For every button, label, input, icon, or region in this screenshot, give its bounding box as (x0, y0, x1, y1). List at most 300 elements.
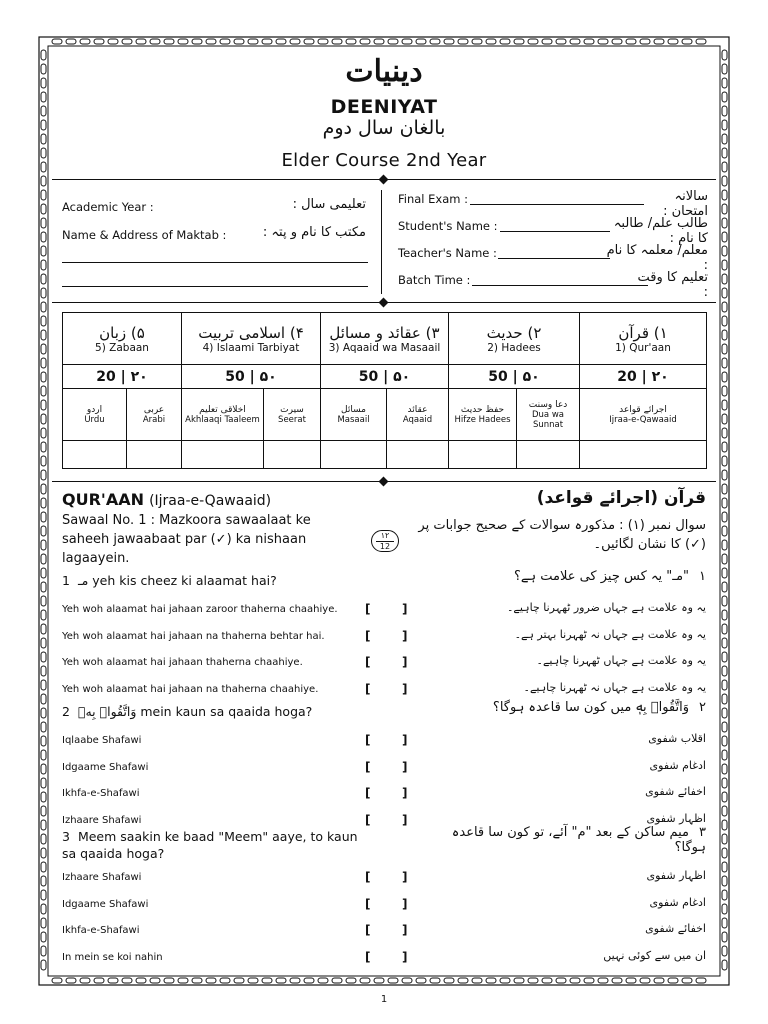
question-label-ur: میم ساکن کے بعد "م" آئے، تو کون سا قاعدہ ہوگا؟ (451, 825, 706, 855)
border-chain-link (598, 39, 608, 44)
border-chain-link (41, 78, 46, 88)
border-chain-link (41, 750, 46, 760)
border-chain-link (41, 106, 46, 116)
option-text-ur: ادغام شفوی (649, 758, 706, 772)
border-chain-link (41, 890, 46, 900)
teacher-name-label: Teacher's Name : (398, 246, 497, 260)
option-text: In mein se koi nahin (62, 951, 163, 963)
border-chain-link (722, 750, 727, 760)
border-chain-link (722, 50, 727, 60)
border-chain-link (722, 176, 727, 186)
border-chain-link (722, 330, 727, 340)
border-chain-link (722, 106, 727, 116)
border-chain-link (556, 978, 566, 983)
border-chain-link (722, 246, 727, 256)
border-chain-link (598, 978, 608, 983)
border-chain-link (41, 260, 46, 270)
max-marks: 50 | ۵۰ (182, 365, 321, 389)
border-chain-link (374, 39, 384, 44)
subject-header: ۲) حدیث 2) Hadees (449, 313, 580, 365)
answer-bracket-open[interactable]: [ (365, 628, 371, 643)
border-chain-link (722, 232, 727, 242)
border-chain-link (654, 39, 664, 44)
border-chain-link (722, 302, 727, 312)
border-chain-link (234, 978, 244, 983)
border-chain-link (41, 50, 46, 60)
border-chain-link (41, 666, 46, 676)
final-exam-field[interactable] (470, 204, 644, 205)
question-number: 3 (62, 829, 70, 844)
border-chain-link (41, 610, 46, 620)
marks-badge: ۱۲ 12 (371, 530, 399, 552)
option-text-ur: یہ وہ علامت ہے جہاں ٹھہرنا چاہیے۔ (536, 654, 706, 667)
border-chain-link (41, 92, 46, 102)
answer-bracket-close[interactable]: ] (402, 870, 408, 884)
border-chain-link (584, 39, 594, 44)
border-chain-link (722, 456, 727, 466)
border-chain-link (722, 624, 727, 634)
option-text-ur: اظہار شفوی (646, 811, 706, 825)
border-chain-link (722, 498, 727, 508)
border-chain-link (276, 39, 286, 44)
border-chain-link (402, 39, 412, 44)
border-chain-link (290, 39, 300, 44)
answer-bracket-close[interactable]: ] (402, 812, 408, 827)
border-chain-link (640, 39, 650, 44)
teacher-name-field[interactable] (498, 258, 610, 259)
border-chain-link (500, 39, 510, 44)
border-chain-link (346, 978, 356, 983)
border-chain-link (722, 372, 727, 382)
border-chain-link (722, 316, 727, 326)
border-chain-link (722, 92, 727, 102)
border-chain-link (696, 978, 706, 983)
score-cell[interactable] (580, 441, 707, 469)
batch-time-label: Batch Time : (398, 273, 471, 287)
border-chain-link (570, 39, 580, 44)
border-chain-link (41, 372, 46, 382)
border-chain-link (696, 39, 706, 44)
border-chain-link (41, 190, 46, 200)
border-chain-link (41, 288, 46, 298)
border-chain-link (528, 978, 538, 983)
score-cell[interactable] (387, 441, 449, 469)
border-chain-link (722, 876, 727, 886)
border-chain-link (136, 39, 146, 44)
option-text: Yeh woh alaamat hai jahaan thaherna chaahiye. (62, 657, 303, 668)
score-cell[interactable] (321, 441, 387, 469)
border-chain-link (220, 39, 230, 44)
border-chain-link (41, 470, 46, 480)
border-chain-link (722, 414, 727, 424)
sub-part: دعا وسنت Dua wa Sunnat (517, 389, 580, 441)
border-chain-link (416, 978, 426, 983)
subject-header: ۵) زبان 5) Zabaan (63, 313, 182, 365)
border-chain-link (722, 554, 727, 564)
sub-part: اجرائے قواعد Ijraa-e-Qawaaid (580, 389, 707, 441)
border-chain-link (66, 978, 76, 983)
border-chain-link (722, 274, 727, 284)
border-chain-link (150, 39, 160, 44)
option-text-ur: اخفائے شفوی (645, 785, 706, 798)
border-chain-link (164, 39, 174, 44)
border-chain-link (612, 39, 622, 44)
border-chain-link (318, 978, 328, 983)
student-name-field[interactable] (500, 231, 610, 232)
border-chain-link (722, 652, 727, 662)
sub-part: عقائد Aqaaid (387, 389, 449, 441)
border-chain-link (41, 596, 46, 606)
answer-bracket-open[interactable]: [ (365, 733, 371, 747)
border-chain-link (41, 946, 46, 956)
border-chain-link (41, 792, 46, 802)
answer-bracket-close[interactable]: ] (402, 733, 408, 747)
border-chain-link (41, 498, 46, 508)
border-chain-link (41, 386, 46, 396)
border-chain-link (722, 582, 727, 592)
course-urdu: بالغان سال دوم (322, 117, 446, 139)
answer-bracket-open[interactable]: [ (365, 759, 371, 774)
border-chain-link (52, 39, 62, 44)
border-chain-link (136, 978, 146, 983)
border-chain-link (41, 904, 46, 914)
border-chain-link (722, 218, 727, 228)
border-chain-link (500, 978, 510, 983)
border-chain-link (722, 120, 727, 130)
border-chain-link (332, 39, 342, 44)
border-chain-link (486, 39, 496, 44)
answer-bracket-close[interactable]: ] (402, 628, 408, 643)
option-text: Yeh woh alaamat hai jahaan na thaherna behtar hai. (62, 630, 325, 642)
border-chain-link (612, 978, 622, 983)
border-chain-link (248, 978, 258, 983)
border-chain-link (722, 918, 727, 928)
border-chain-link (722, 260, 727, 270)
option-text: Izhaare Shafawi (62, 872, 142, 883)
border-chain-link (41, 428, 46, 438)
option-text-ur: یہ وہ علامت ہے جہاں نہ ٹھہرنا چاہیے۔ (523, 680, 706, 694)
border-chain-link (722, 148, 727, 158)
answer-bracket-close[interactable]: ] (402, 681, 408, 696)
border-chain-link (626, 39, 636, 44)
border-chain-link (41, 358, 46, 368)
border-chain-link (722, 344, 727, 354)
border-chain-link (542, 39, 552, 44)
border-chain-link (682, 39, 692, 44)
option-text-ur: ادغام شفوی (649, 895, 706, 909)
border-chain-link (52, 978, 62, 983)
sub-part: مسائل Masaail (321, 389, 387, 441)
answer-bracket-open[interactable]: [ (365, 870, 371, 884)
answer-bracket-open[interactable]: [ (365, 896, 371, 911)
sub-part: حفظ حدیث Hifze Hadees (449, 389, 517, 441)
border-chain-link (668, 978, 678, 983)
border-chain-link (41, 722, 46, 732)
option-text: Iqlaabe Shafawi (62, 735, 142, 746)
border-chain-link (430, 978, 440, 983)
border-chain-link (722, 736, 727, 746)
border-chain-link (388, 39, 398, 44)
maktab-field-line-2[interactable] (62, 286, 368, 287)
border-chain-link (346, 39, 356, 44)
batch-time-field[interactable] (472, 285, 648, 286)
question-text (62, 572, 362, 589)
border-chain-link (41, 134, 46, 144)
score-cell[interactable] (127, 441, 182, 469)
border-chain-link (722, 834, 727, 844)
border-chain-link (206, 39, 216, 44)
answer-bracket-open[interactable]: [ (365, 602, 371, 616)
answer-bracket-close[interactable]: ] (402, 602, 408, 616)
question-label-ur: "مـ" یہ کس چیز کی علامت ہے؟ (513, 569, 690, 584)
border-chain-link (94, 39, 104, 44)
border-chain-link (41, 960, 46, 970)
answer-bracket-close[interactable]: ] (402, 923, 408, 937)
maktab-label: Name & Address of Maktab : (62, 228, 227, 242)
brand-name: DEENIYAT (330, 96, 438, 118)
border-chain-link (41, 764, 46, 774)
answer-bracket-close[interactable]: ] (402, 786, 408, 800)
border-chain-link (41, 834, 46, 844)
border-chain-link (41, 554, 46, 564)
question-label: مـ yeh kis cheez ki alaamat hai? (77, 573, 277, 588)
border-chain-link (722, 862, 727, 872)
border-chain-link (41, 806, 46, 816)
border-chain-link (41, 246, 46, 256)
border-chain-link (722, 568, 727, 578)
marks-table (62, 312, 707, 469)
border-chain-link (41, 484, 46, 494)
border-chain-link (41, 442, 46, 452)
border-chain-link (654, 978, 664, 983)
sub-part: عربی Arabi (127, 389, 182, 441)
border-chain-link (668, 39, 678, 44)
option-text: Izhaare Shafawi (62, 814, 142, 826)
border-chain-link (626, 978, 636, 983)
score-cell[interactable] (63, 441, 127, 469)
border-chain-link (150, 978, 160, 983)
border-chain-link (722, 722, 727, 732)
border-chain-link (41, 820, 46, 830)
border-chain-link (722, 484, 727, 494)
sub-part: اخلاقی تعلیم Akhlaaqi Taaleem (182, 389, 264, 441)
border-chain-link (41, 64, 46, 74)
border-chain-link (722, 64, 727, 74)
border-chain-link (584, 978, 594, 983)
border-chain-link (41, 918, 46, 928)
border-chain-link (41, 344, 46, 354)
question-text (62, 828, 362, 862)
option-text-ur: یہ وہ علامت ہے جہاں نہ ٹھہرنا بہتر ہے۔ (514, 627, 706, 641)
border-chain-link (178, 39, 188, 44)
border-chain-link (41, 932, 46, 942)
question-label: Meem saakin ke baad "Meem" aaye, to kaun sa qaaida hoga? (62, 829, 358, 861)
answer-bracket-open[interactable]: [ (365, 923, 371, 937)
border-chain-link (722, 470, 727, 480)
border-chain-link (722, 708, 727, 718)
answer-bracket-open[interactable]: [ (365, 949, 371, 964)
border-chain-link (374, 978, 384, 983)
border-chain-link (722, 946, 727, 956)
answer-bracket-open[interactable]: [ (365, 812, 371, 827)
max-marks: 20 | ۲۰ (63, 365, 182, 389)
border-chain-link (80, 39, 90, 44)
border-chain-link (248, 39, 258, 44)
logo-urdu: دینیات (345, 54, 423, 89)
border-chain-link (556, 39, 566, 44)
border-chain-link (722, 190, 727, 200)
border-chain-link (41, 204, 46, 214)
answer-bracket-open[interactable]: [ (365, 655, 371, 669)
border-chain-link (722, 764, 727, 774)
border-chain-link (682, 978, 692, 983)
option-text: Idgaame Shafawi (62, 898, 149, 910)
option-text: Yeh woh alaamat hai jahaan na thaherna chaahiye. (62, 683, 319, 695)
border-chain-link (640, 978, 650, 983)
score-cell[interactable] (449, 441, 517, 469)
border-chain-link (41, 540, 46, 550)
student-name-label-ur: طالب علم/ طالبہ کا نام : (613, 216, 708, 246)
border-chain-link (41, 414, 46, 424)
answer-bracket-close[interactable]: ] (402, 949, 408, 964)
border-chain-link (41, 736, 46, 746)
border-chain-link (722, 890, 727, 900)
section-title: QUR'AAN (Ijraa-e-Qawaaid) (62, 490, 272, 509)
border-chain-link (722, 596, 727, 606)
border-chain-link (722, 820, 727, 830)
border-chain-link (41, 624, 46, 634)
border-chain-link (108, 978, 118, 983)
option-text-ur: یہ وہ علامت ہے جہاں ضرور ٹھہرنا چاہیے۔ (506, 601, 706, 614)
border-chain-link (41, 400, 46, 410)
border-chain-link (318, 39, 328, 44)
question-number-ur: ۲ (699, 700, 706, 715)
border-chain-link (402, 978, 412, 983)
border-chain-link (722, 778, 727, 788)
score-cell[interactable] (517, 441, 580, 469)
border-chain-link (220, 978, 230, 983)
border-chain-link (41, 694, 46, 704)
final-exam-label-ur: سالانہ امتحان : (663, 189, 708, 219)
border-chain-link (41, 582, 46, 592)
border-chain-link (722, 386, 727, 396)
border-chain-link (360, 39, 370, 44)
score-cell[interactable] (264, 441, 321, 469)
border-chain-link (722, 680, 727, 690)
border-chain-link (192, 978, 202, 983)
answer-bracket-close[interactable]: ] (402, 759, 408, 774)
border-chain-link (722, 638, 727, 648)
border-chain-link (514, 39, 524, 44)
question-number: 1 (62, 573, 70, 588)
border-chain-link (41, 218, 46, 228)
border-chain-link (41, 862, 46, 872)
border-chain-link (41, 512, 46, 522)
option-text: Idgaame Shafawi (62, 761, 149, 773)
border-chain-link (722, 932, 727, 942)
answer-bracket-close[interactable]: ] (402, 896, 408, 911)
max-marks: 50 | ۵۰ (449, 365, 580, 389)
border-chain-link (41, 778, 46, 788)
border-chain-link (722, 904, 727, 914)
border-chain-link (722, 134, 727, 144)
border-chain-link (472, 39, 482, 44)
sub-part: اردو Urdu (63, 389, 127, 441)
course-title: Elder Course 2nd Year (281, 150, 487, 171)
border-chain-link (722, 694, 727, 704)
border-chain-link (276, 978, 286, 983)
subject-header: ۴) اسلامی تربیت 4) Islaami Tarbiyat (182, 313, 321, 365)
option-text-ur: اقلاب شفوی (648, 732, 706, 745)
maktab-label-ur: مکتب کا نام و پتہ : (262, 225, 366, 240)
border-chain-link (206, 978, 216, 983)
batch-time-label-ur: تعلیم کا وقت : (637, 270, 708, 300)
answer-bracket-open[interactable]: [ (365, 786, 371, 800)
border-chain-link (722, 288, 727, 298)
border-chain-link (304, 39, 314, 44)
border-chain-link (458, 978, 468, 983)
question-number-ur: ۱ (699, 569, 706, 584)
border-chain-link (41, 330, 46, 340)
border-chain-link (430, 39, 440, 44)
instruction-ur: سوال نمبر (۱) : مذکورہ سوالات کے صحیح جوابات پر (✓) کا نشان لگائیں۔ (418, 518, 706, 552)
score-cell[interactable] (182, 441, 264, 469)
border-chain-link (722, 428, 727, 438)
border-chain-link (722, 78, 727, 88)
border-chain-link (178, 978, 188, 983)
border-chain-link (41, 120, 46, 130)
border-chain-link (41, 162, 46, 172)
border-chain-link (262, 39, 272, 44)
border-chain-link (41, 876, 46, 886)
subject-header: ۱) قرآن 1) Qur'aan (580, 313, 707, 365)
border-chain-link (41, 302, 46, 312)
border-chain-link (262, 978, 272, 983)
border-chain-link (122, 978, 132, 983)
border-chain-link (41, 148, 46, 158)
border-chain-link (41, 274, 46, 284)
student-name-label: Student's Name : (398, 219, 498, 233)
max-marks: 20 | ۲۰ (580, 365, 707, 389)
answer-bracket-close[interactable]: ] (402, 655, 408, 669)
subject-header: ۳) عقائد و مسائل 3) Aqaaid wa Masaail (321, 313, 449, 365)
option-text-ur: اخفائے شفوی (645, 922, 706, 935)
maktab-field-line-1[interactable] (62, 262, 368, 263)
border-chain-link (41, 652, 46, 662)
border-chain-link (444, 978, 454, 983)
question-number-ur: ۳ (699, 825, 706, 840)
option-text-ur: اظہار شفوی (646, 869, 706, 882)
border-chain-link (722, 400, 727, 410)
border-chain-link (542, 978, 552, 983)
section-title-ur: قرآن (اجرائے قواعد) (536, 488, 706, 508)
border-chain-link (164, 978, 174, 983)
border-chain-link (472, 978, 482, 983)
border-chain-link (108, 39, 118, 44)
border-chain-link (722, 204, 727, 214)
border-chain-link (722, 792, 727, 802)
border-chain-link (332, 978, 342, 983)
border-chain-link (416, 39, 426, 44)
border-chain-link (722, 162, 727, 172)
border-chain-link (388, 978, 398, 983)
border-chain-link (360, 978, 370, 983)
border-chain-link (722, 442, 727, 452)
option-text: Ikhfa-e-Shafawi (62, 788, 140, 799)
answer-bracket-open[interactable]: [ (365, 681, 371, 696)
border-chain-link (192, 39, 202, 44)
border-chain-link (41, 232, 46, 242)
